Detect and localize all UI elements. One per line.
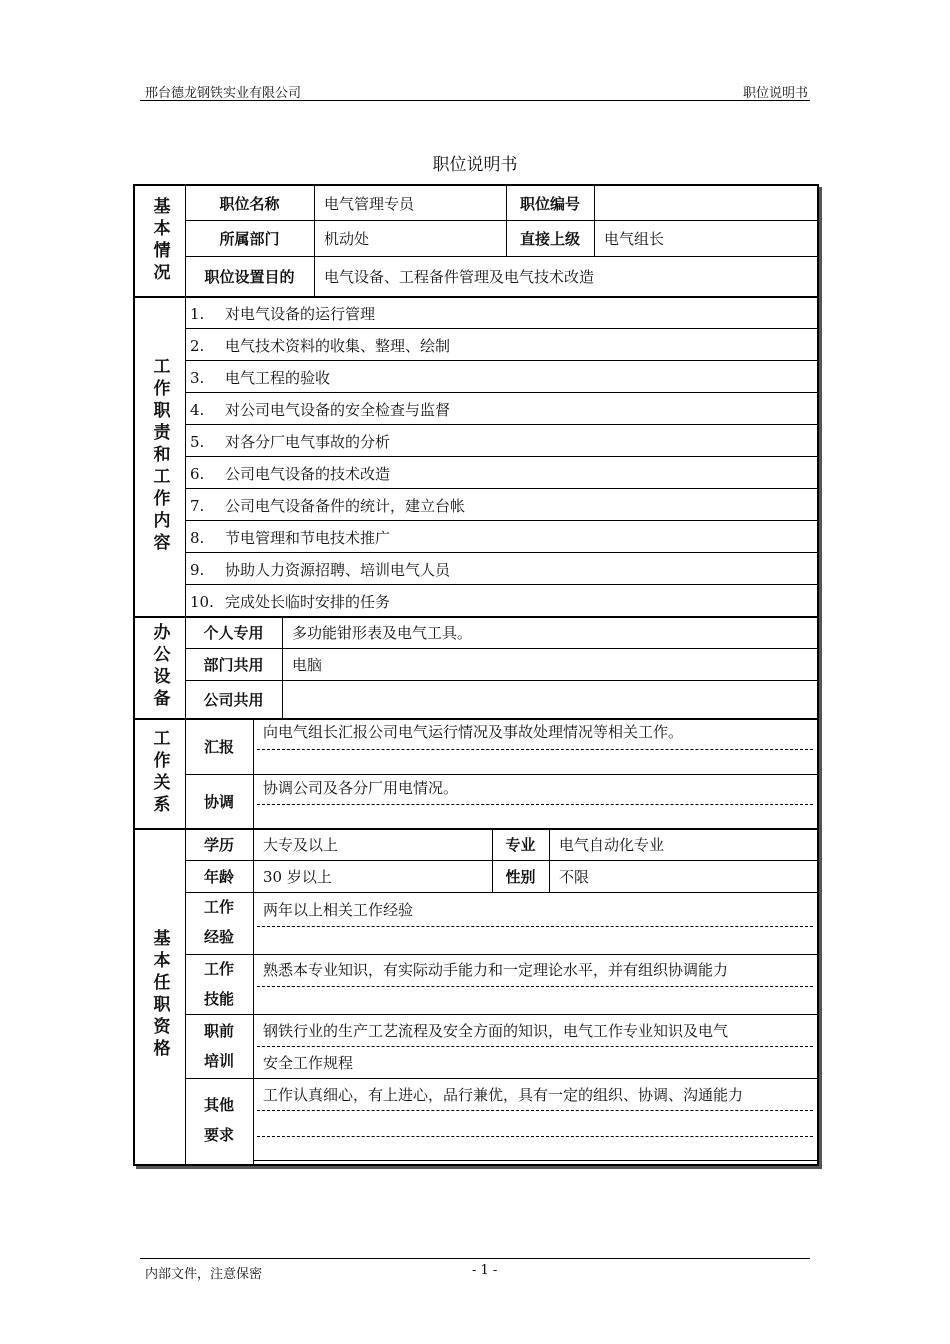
- duty-item: [190, 463, 390, 484]
- duty-number: 2.: [190, 337, 205, 355]
- row-divider: [185, 584, 817, 585]
- duty-text: 协助人力资源招聘、培训电气人员: [225, 561, 451, 579]
- row-divider: [185, 392, 817, 393]
- personal-equipment-label: 个人专用: [203, 623, 264, 642]
- duty-number: 3.: [190, 369, 205, 387]
- duty-item: [190, 367, 330, 388]
- duty-text: 电气工程的验收: [225, 369, 331, 387]
- coordinate-value: 协调公司及各分厂用电情况。: [263, 779, 459, 797]
- experience-label-line2: 经验: [203, 928, 234, 946]
- duty-text: 电气技术资料的收集、整理、绘制: [225, 337, 451, 355]
- other-value: 工作认真细心，有上进心，品行兼优，具有一定的组织、协调、沟通能力: [263, 1086, 744, 1104]
- department-value: 机动处: [324, 229, 370, 248]
- duty-number: 6.: [190, 465, 205, 483]
- duty-number: 7.: [190, 497, 205, 515]
- duty-item: [190, 591, 390, 612]
- experience-value: 两年以上相关工作经验: [263, 901, 414, 919]
- row-divider: [185, 456, 817, 457]
- report-value: 向电气组长汇报公司电气运行情况及事故处理情况等相关工作。: [263, 723, 684, 741]
- skill-label-line2: 技能: [203, 990, 234, 1008]
- dashed-rule: [257, 1136, 813, 1137]
- section-duties: 工作职责和工作内容: [149, 357, 170, 555]
- superior-value: 电气组长: [604, 229, 665, 248]
- department-equipment-value: 电脑: [292, 655, 323, 674]
- row-divider: [185, 488, 817, 489]
- duty-text: 对各分厂电气事故的分析: [225, 433, 391, 451]
- experience-label-line1: 工作: [203, 898, 234, 916]
- dashed-rule: [257, 1046, 813, 1047]
- dashed-rule: [257, 986, 813, 987]
- duty-text: 节电管理和节电技术推广: [225, 529, 391, 547]
- company-equipment-label: 公司共用: [203, 690, 264, 709]
- training-label-line1: 职前: [203, 1022, 234, 1040]
- duty-number: 5.: [190, 433, 205, 451]
- department-label: 所属部门: [219, 229, 280, 248]
- duty-item: [190, 495, 465, 516]
- education-label: 学历: [203, 835, 234, 854]
- coordinate-label: 协调: [203, 792, 234, 811]
- position-name-label: 职位名称: [219, 194, 280, 213]
- row-divider: [185, 892, 817, 893]
- job-description-table: [133, 184, 819, 1166]
- duty-text: 公司电气设备备件的统计，建立台帐: [225, 497, 466, 515]
- page-number: - 1 -: [472, 1263, 498, 1278]
- skill-label-line1: 工作: [203, 960, 234, 978]
- gender-value: 不限: [559, 867, 590, 886]
- duty-number: 9.: [190, 561, 205, 579]
- row-divider: [185, 360, 817, 361]
- section-divider: [135, 296, 817, 298]
- purpose-value: 电气设备、工程备件管理及电气技术改造: [324, 267, 595, 286]
- other-label-line2: 要求: [203, 1126, 234, 1144]
- gender-label: 性别: [505, 867, 536, 886]
- col-divider: [253, 718, 254, 828]
- superior-label: 直接上级: [519, 229, 580, 248]
- major-label: 专业: [505, 835, 536, 854]
- row-divider: [185, 424, 817, 425]
- position-code-value: [594, 186, 815, 220]
- position-name-value: 电气管理专员: [324, 194, 415, 213]
- duty-number: 8.: [190, 529, 205, 547]
- row-divider: [185, 520, 817, 521]
- major-value: 电气自动化专业: [559, 835, 665, 854]
- duty-item: [190, 399, 450, 420]
- personal-equipment-value: 多功能钳形表及电气工具。: [292, 623, 473, 642]
- row-divider: [185, 774, 817, 775]
- purpose-label: 职位设置目的: [204, 267, 295, 286]
- dashed-rule: [257, 804, 813, 805]
- duty-text: 公司电气设备的技术改造: [225, 465, 391, 483]
- other-label-line1: 其他: [203, 1096, 234, 1114]
- header-doc-type: 职位说明书: [742, 86, 808, 101]
- section-qualifications: 基本任职资格: [149, 929, 170, 1061]
- age-label: 年龄: [203, 867, 234, 886]
- dashed-rule: [257, 749, 813, 750]
- training-value-line2: 安全工作规程: [263, 1054, 354, 1072]
- duty-number: 1.: [190, 305, 205, 323]
- duty-text: 对公司电气设备的安全检查与监督: [225, 401, 451, 419]
- footer-note: 内部文件，注意保密: [145, 1267, 263, 1282]
- footer-rule: [140, 1258, 810, 1259]
- skill-value: 熟悉本专业知识，有实际动手能力和一定理论水平，并有组织协调能力: [263, 961, 729, 979]
- duty-item: [190, 335, 450, 356]
- row-divider: [185, 954, 817, 955]
- duty-text: 对电气设备的运行管理: [225, 305, 376, 323]
- position-code-label: 职位编号: [519, 194, 580, 213]
- row-divider: [185, 328, 817, 329]
- age-value: 30 岁以上: [263, 867, 332, 886]
- row-divider: [185, 1014, 817, 1015]
- duty-text: 完成处长临时安排的任务: [225, 593, 391, 611]
- row-divider: [253, 1160, 817, 1161]
- training-label-line2: 培训: [203, 1052, 234, 1070]
- education-value: 大专及以上: [263, 835, 339, 854]
- header-rule: [140, 100, 810, 101]
- section-basic-info: 基本情况: [149, 197, 170, 285]
- dashed-rule: [257, 926, 813, 927]
- page-title: 职位说明书: [432, 155, 518, 175]
- duty-item: [190, 431, 390, 452]
- report-label: 汇报: [203, 737, 234, 756]
- dashed-rule: [257, 1110, 813, 1111]
- row-divider: [185, 552, 817, 553]
- duty-item: [190, 559, 450, 580]
- section-relations: 工作关系: [149, 729, 170, 817]
- row-divider: [185, 1078, 817, 1079]
- training-value-line1: 钢铁行业的生产工艺流程及安全方面的知识，电气工作专业知识及电气: [263, 1022, 729, 1040]
- duty-item: [190, 527, 390, 548]
- header-company: 邢台德龙钢铁实业有限公司: [145, 86, 302, 101]
- duty-number: 4.: [190, 401, 205, 419]
- section-equipment: 办公设备: [149, 623, 170, 711]
- company-equipment-value: [282, 680, 815, 718]
- department-equipment-label: 部门共用: [203, 655, 264, 674]
- duty-number: 10.: [190, 593, 214, 611]
- duty-item: [190, 303, 375, 324]
